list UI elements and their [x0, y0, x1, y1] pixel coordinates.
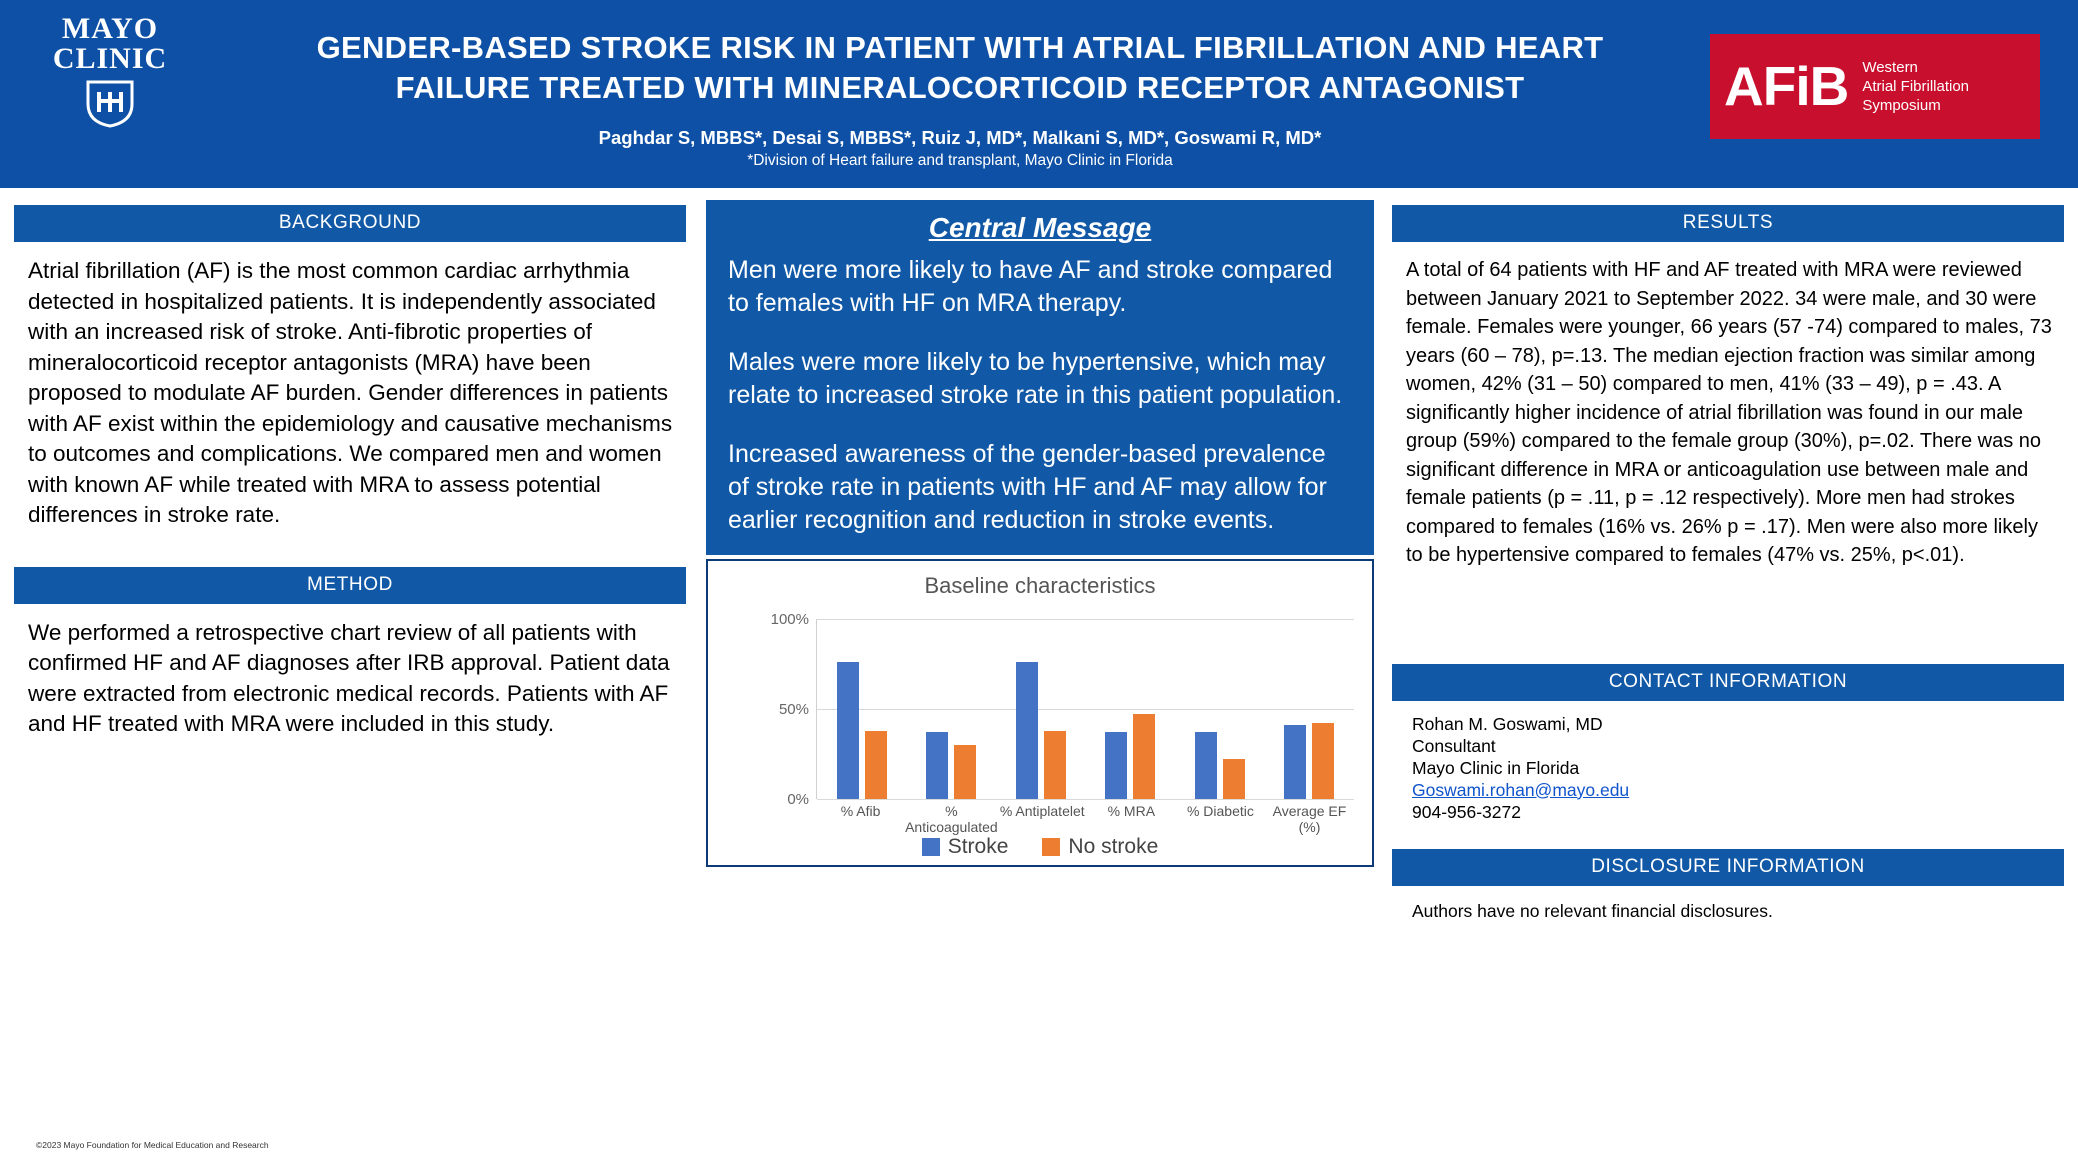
central-message-heading: Central Message: [928, 212, 1152, 243]
poster-affiliation: *Division of Heart failure and transplant, Mayo Clinic in Florida: [747, 152, 1173, 169]
left-column-spacer: [14, 531, 686, 567]
afib-text-line-2: Atrial Fibrillation: [1862, 78, 1970, 95]
chart-bar: [1105, 732, 1127, 799]
chart-x-tick-label: Average EF (%): [1272, 803, 1347, 835]
poster-header: [0, 0, 2078, 188]
chart-legend-swatch: [922, 838, 940, 856]
chart-legend-item: [922, 835, 1009, 859]
contact-phone: 904-956-3272: [1412, 801, 1521, 822]
background-section-heading: BACKGROUND: [14, 205, 686, 242]
chart-bar: [1312, 723, 1334, 799]
chart-bar: [1133, 714, 1155, 799]
chart-x-tick-label: % Anticoagulated: [905, 803, 998, 835]
contact-block: [1392, 701, 2064, 823]
chart-legend-label: No stroke: [1068, 835, 1159, 858]
results-section-heading: RESULTS: [1392, 205, 2064, 242]
afib-logo-text: [1862, 58, 1969, 115]
poster-title-block: [230, 28, 1690, 171]
afib-logo-mark: AFiB: [1724, 55, 1849, 117]
afib-text-line-1: Western: [1862, 59, 1918, 76]
right-column-spacer-2: [1392, 823, 2064, 849]
chart-plot-area: [770, 611, 1354, 808]
chart-x-tick-label: % Antiplatelet: [999, 803, 1085, 819]
chart-bar-group: [1086, 619, 1176, 799]
chart-bar-group: [1175, 619, 1265, 799]
copyright-note: ©2023 Mayo Foundation for Medical Education and Research: [36, 1140, 269, 1150]
chart-legend-label: Stroke: [947, 835, 1009, 858]
chart-bars: [817, 619, 1354, 799]
chart-y-tick-label: 100%: [770, 611, 809, 628]
central-message-paragraph-3: Increased awareness of the gender-based prevalence of stroke rate in patients with HF and AF may allow for earlier recognition and reduction in stroke events.: [728, 440, 1327, 534]
method-section-text: We performed a retrospective chart review of all patients with confirmed HF and AF diagnoses after IRB approval. Patient data were extracted from electronic medical records. Patients with AF and HF treated with MRA were included in this study.: [28, 619, 670, 736]
chart-legend: [708, 835, 1372, 859]
mayo-shield-icon: [84, 78, 136, 128]
poster-title-line-1: GENDER-BASED STROKE RISK IN PATIENT WITH ATRIAL FIBRILLATION AND HEART: [316, 30, 1604, 65]
middle-column: [706, 200, 1374, 867]
contact-section-heading: CONTACT INFORMATION: [1392, 664, 2064, 701]
right-column-spacer: [1392, 570, 2064, 664]
chart-legend-item: [1042, 835, 1158, 859]
chart-x-tick-label: % MRA: [1107, 803, 1156, 819]
right-column: [1392, 205, 2064, 922]
chart-bar: [926, 732, 948, 799]
afib-symposium-logo: [1710, 34, 2040, 139]
mayo-logo-line1: MAYO: [61, 12, 159, 45]
chart-bar: [865, 731, 887, 799]
mayo-clinic-logo: [30, 14, 190, 124]
central-message-paragraph-2: Males were more likely to be hypertensive, which may relate to increased stroke rate in this patient population.: [728, 348, 1343, 409]
chart-bar: [1044, 731, 1066, 799]
background-section-text: Atrial fibrillation (AF) is the most common cardiac arrhythmia detected in hospitalized patients. It is independently associated with an increased risk of stroke. Anti-fibrotic properties of mineralocorticoid receptor antagonists (MRA) have been proposed to modulate AF burden. Gender differences in patients with AF exist within the epidemiology and causative mechanisms to outcomes and complications. We compared men and women with known AF while treated with MRA to assess potential differences in stroke rate.: [28, 258, 673, 527]
results-section-text: A total of 64 patients with HF and AF treated with MRA were reviewed between January 2021 to September 2022. 34 were male, and 30 were female. Females were younger, 66 years (57 -74) compared to males, 73 years (60 – 78), p=.13. The median ejection fraction was similar among women, 42% (31 – 50) compared to men, 41% (33 – 49), p = .43. A significantly higher incidence of atrial fibrillation was found in our male group (59%) compared to the female group (30%), p=.02. There was no significant difference in MRA or anticoagulation use between male and female patients (p = .11, p = .12 respectively). More men had strokes compared to females (16% vs. 26% p = .17). Men were also more likely to be hypertensive compared to females (47% vs. 25%, p<.01).: [1406, 259, 2052, 566]
chart-gridline: [787, 791, 1354, 808]
chart-bar-group: [996, 619, 1086, 799]
contact-role: Consultant: [1412, 735, 1496, 756]
chart-x-axis-labels: [816, 803, 1354, 835]
poster-authors: Paghdar S, MBBS*, Desai S, MBBS*, Ruiz J, MD*, Malkani S, MD*, Goswami R, MD*: [598, 127, 1322, 148]
central-message-paragraph-1: Men were more likely to have AF and stroke compared to females with HF on MRA therapy.: [728, 256, 1333, 317]
method-section-heading: METHOD: [14, 567, 686, 604]
chart-legend-swatch: [1042, 838, 1060, 856]
contact-name: Rohan M. Goswami, MD: [1412, 713, 1603, 734]
chart-title: Baseline characteristics: [924, 573, 1156, 598]
disclosure-section-text: Authors have no relevant financial disclosures.: [1412, 900, 1773, 921]
chart-x-tick-label: % Afib: [840, 803, 881, 819]
chart-bar: [1195, 732, 1217, 799]
chart-bar: [1223, 759, 1245, 799]
chart-y-tick-label: 50%: [778, 701, 809, 718]
disclosure-section-heading: DISCLOSURE INFORMATION: [1392, 849, 2064, 886]
chart-bar: [954, 745, 976, 799]
chart-bar-group: [817, 619, 907, 799]
chart-x-tick-label: % Diabetic: [1186, 803, 1254, 819]
chart-y-tick-label: 0%: [787, 791, 809, 808]
poster-title-line-2: FAILURE TREATED WITH MINERALOCORTICOID RECEPTOR ANTAGONIST: [395, 70, 1525, 105]
baseline-characteristics-chart: [706, 559, 1374, 867]
contact-email-link[interactable]: Goswami.rohan@mayo.edu: [1412, 779, 1630, 800]
afib-text-line-3: Symposium: [1862, 97, 1941, 114]
left-column: [14, 205, 686, 740]
central-message-card: [706, 200, 1374, 555]
chart-bar-group: [907, 619, 997, 799]
chart-bar: [837, 662, 859, 799]
contact-organization: Mayo Clinic in Florida: [1412, 757, 1580, 778]
chart-bar: [1016, 662, 1038, 799]
chart-bar-group: [1265, 619, 1355, 799]
chart-bar: [1284, 725, 1306, 799]
mayo-logo-line2: CLINIC: [52, 42, 168, 75]
